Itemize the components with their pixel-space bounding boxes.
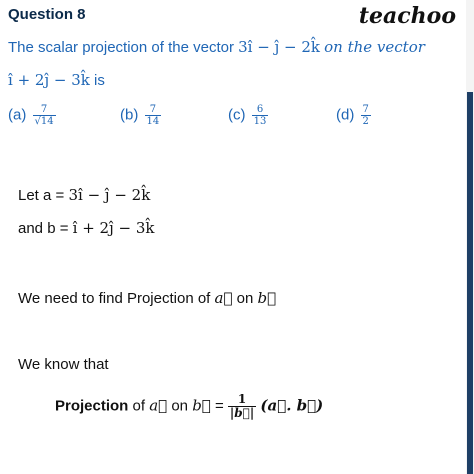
option-d-numerator: 7 <box>362 104 369 115</box>
let-a-value: 3î − ĵ − 2k̂ <box>68 186 151 204</box>
solution-need-to-find <box>18 289 276 307</box>
question-vector-a: 3î − ĵ − 2k̂ <box>238 38 320 56</box>
option-a[interactable] <box>8 104 56 127</box>
question-vector-b: î + 2ĵ − 3k̂ <box>8 71 90 89</box>
option-a-label: (a) <box>8 106 27 124</box>
teachoo-logo: teachoo <box>358 3 456 29</box>
solution-know-that: We know that <box>18 356 109 373</box>
option-c[interactable] <box>228 104 268 127</box>
option-a-numerator: 7 <box>40 104 48 115</box>
formula-of-word: of <box>128 397 150 415</box>
projection-formula <box>55 393 323 420</box>
formula-projection-word: Projection <box>55 397 129 415</box>
question-intro: The scalar projection of the vector <box>8 39 234 56</box>
option-d-fraction <box>361 104 371 127</box>
question-text-line-1 <box>8 38 425 56</box>
scrollbar-thumb[interactable] <box>467 92 473 474</box>
option-b[interactable] <box>120 104 161 127</box>
option-c-denominator: 13 <box>253 116 267 127</box>
solution-and-b <box>18 219 154 237</box>
option-d-denominator: 2 <box>362 116 369 127</box>
formula-fraction <box>228 393 256 420</box>
question-on-the-vector: on the vector <box>324 38 425 56</box>
option-b-denominator: 14 <box>146 116 160 127</box>
formula-dot-product: (a⃗. b⃗) <box>260 396 324 415</box>
formula-numerator: 1 <box>237 392 247 406</box>
formula-vector-b: b⃗ <box>192 396 211 415</box>
option-a-fraction <box>33 104 56 127</box>
option-a-denominator: √14 <box>34 116 54 127</box>
question-suffix: is <box>94 72 105 89</box>
option-d-label: (d) <box>336 106 355 124</box>
need-vector-a: a⃗ <box>214 289 233 307</box>
option-b-numerator: 7 <box>149 104 157 115</box>
formula-vector-a: a⃗ <box>149 396 168 415</box>
option-b-label: (b) <box>120 106 139 124</box>
question-number-label: Question 8 <box>8 6 86 23</box>
formula-denominator: |b⃗| <box>229 406 255 420</box>
and-b-value: î + 2ĵ − 3k̂ <box>72 219 155 237</box>
option-d[interactable] <box>336 104 371 127</box>
solution-let-a <box>18 186 150 204</box>
question-text-line-2 <box>8 71 105 89</box>
and-b-prefix: and b = <box>18 220 73 237</box>
need-prefix: We need to find Projection of <box>18 290 215 307</box>
need-on-word: on <box>232 290 258 307</box>
let-a-prefix: Let a = <box>18 187 69 204</box>
scrollbar-track[interactable] <box>466 0 474 474</box>
option-c-fraction <box>252 104 269 127</box>
formula-on-word: on <box>167 397 193 415</box>
formula-equals: = <box>210 397 228 415</box>
option-c-label: (c) <box>228 106 246 124</box>
option-c-numerator: 6 <box>256 104 264 115</box>
need-vector-b: b⃗ <box>257 289 277 307</box>
option-b-fraction <box>145 104 162 127</box>
